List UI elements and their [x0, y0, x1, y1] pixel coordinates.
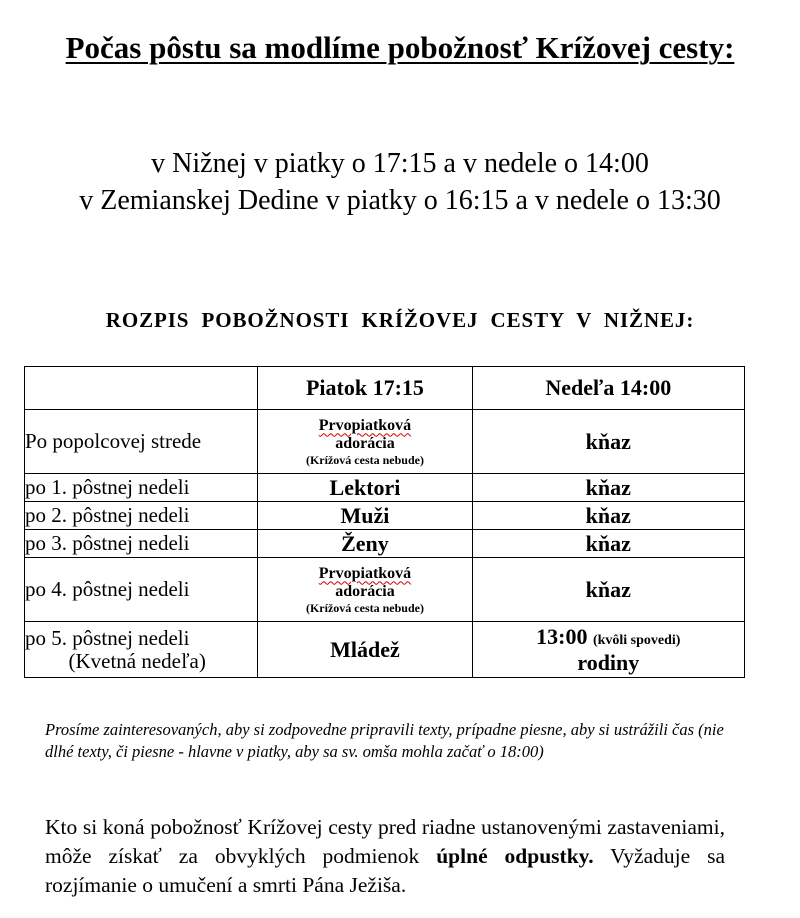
- table-row: [25, 530, 745, 558]
- note-text: Prosíme zainteresovaných, aby si zodpovedne pripravili texty, prípadne piesne, aby si ustrážili čas (nie dlhé texty, či piesne - hlavne v piatky, aby sa sv. omša mohla začať o 18:00): [45, 720, 724, 761]
- times-line-niznej: v Nižnej v piatky o 17:15 a v nedele o 14:00: [151, 148, 649, 179]
- closing-part2: Vyžaduje sa rozjímanie o umučení a smrti Pána Ježiša.: [45, 844, 725, 897]
- friday-line2: adorácia: [335, 434, 395, 452]
- schedule-heading: ROZPIS POBOŽNOSTI KRÍŽOVEJ CESTY V NIŽNEJ:: [105, 308, 695, 332]
- friday-cell: Lektori: [258, 474, 472, 502]
- friday-line1: Prvopiatková: [318, 564, 412, 582]
- friday-cell: Mládež: [258, 622, 472, 678]
- table-row: [25, 474, 745, 502]
- row-label: po 5. pôstnej nedeli: [25, 625, 190, 650]
- closing-part1: Kto si koná pobožnosť Krížovej cesty pred riadne ustanovenými zastaveniami, môže získať za obvyklých podmienok: [45, 815, 725, 868]
- row-label: po 4. pôstnej nedeli: [25, 558, 258, 622]
- friday-cell: [258, 558, 472, 622]
- sunday-cell: kňaz: [472, 474, 744, 502]
- friday-note: (Krížová cesta nebude): [305, 600, 424, 615]
- schedule-table: [24, 366, 745, 678]
- friday-cell: Muži: [258, 502, 472, 530]
- friday-note: (Krížová cesta nebude): [305, 452, 424, 467]
- table-row: [25, 410, 745, 474]
- row-label: Po popolcovej strede: [25, 410, 258, 474]
- service-times: [0, 145, 800, 219]
- sunday-line2: rodiny: [577, 649, 640, 675]
- sunday-cell: kňaz: [472, 410, 744, 474]
- sunday-cell: kňaz: [472, 502, 744, 530]
- sunday-cell: kňaz: [472, 530, 744, 558]
- table-row: [25, 502, 745, 530]
- friday-line2: adorácia: [335, 582, 395, 600]
- page-title: Počas pôstu sa modlíme pobožnosť Krížovej cesty:: [65, 30, 735, 65]
- row-label: po 2. pôstnej nedeli: [25, 502, 258, 530]
- table-header-row: [25, 367, 745, 410]
- times-line-zemianska: v Zemianskej Dedine v piatky o 16:15 a v nedele o 13:30: [79, 185, 721, 216]
- closing-paragraph: [45, 813, 725, 900]
- table-row: [25, 558, 745, 622]
- row-label: po 1. pôstnej nedeli: [25, 474, 258, 502]
- friday-cell: [258, 410, 472, 474]
- sunday-note: (kvôli spovedi): [592, 632, 681, 648]
- friday-cell: Ženy: [258, 530, 472, 558]
- sunday-time: 13:00: [536, 623, 588, 649]
- header-friday: Piatok 17:15: [258, 367, 472, 410]
- row-label: po 3. pôstnej nedeli: [25, 530, 258, 558]
- header-sunday: Nedeľa 14:00: [472, 367, 744, 410]
- friday-line1: Prvopiatková: [318, 416, 412, 434]
- sunday-cell: [472, 622, 744, 678]
- row-label-sub: (Kvetná nedeľa): [68, 648, 206, 673]
- sunday-cell: kňaz: [472, 558, 744, 622]
- row-label-cell: [25, 622, 258, 678]
- table-row: [25, 622, 745, 678]
- header-blank: [25, 367, 258, 410]
- closing-bold: úplné odpustky.: [436, 844, 594, 868]
